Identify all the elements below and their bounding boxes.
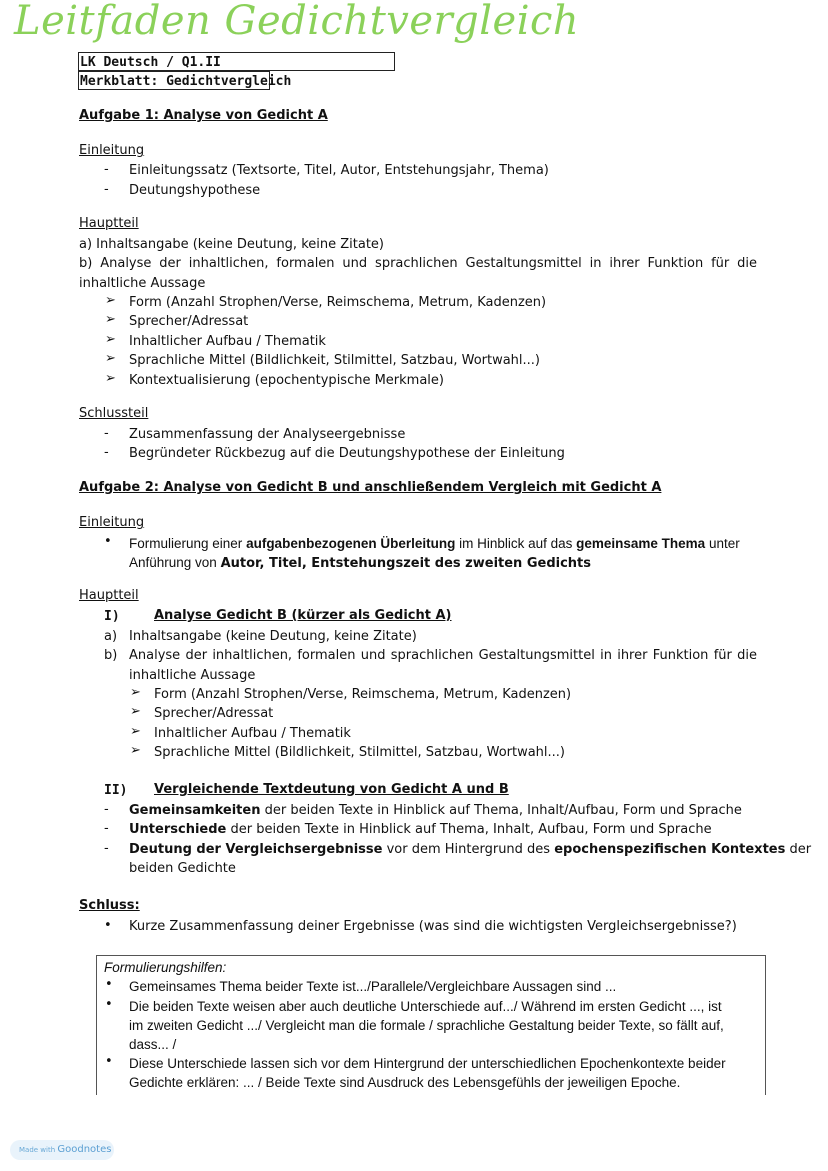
arrow-bullet-icon: ➢ [130, 743, 141, 758]
item-a-text: Inhaltsangabe (keine Deutung, keine Zitate) [129, 629, 417, 644]
arrow-bullet-icon: ➢ [105, 293, 116, 308]
bullet-icon: • [104, 534, 112, 549]
course-label: LK Deutsch / Q1.II [78, 52, 395, 71]
dash-marker: - [104, 182, 109, 197]
task2-intro-line1: Formulierung einer aufgabenbezogenen Überleitung im Hinblick auf das gemeinsame Thema unter [129, 536, 740, 551]
list-item: Sprachliche Mittel (Bildlichkeit, Stilmittel, Satzbau, Wortwahl...) [154, 745, 566, 760]
hint-item-cont: dass... / [129, 1037, 177, 1052]
item-b-label: b) [104, 648, 118, 663]
list-item: Deutungshypothese [129, 183, 261, 198]
made-with-goodnotes-badge: Made with Goodnotes [10, 1140, 114, 1160]
part2-number: II) [104, 783, 128, 798]
task1-intro-heading: Einleitung [79, 143, 145, 158]
compare-item: Deutung der Vergleichsergebnisse vor dem Hintergrund des epochenspezifischen Kontextes der [129, 842, 812, 857]
list-item: Form (Anzahl Strophen/Verse, Reimschema, Metrum, Kadenzen) [129, 295, 547, 310]
compare-item: Unterschiede der beiden Texte in Hinblick auf Thema, Inhalt, Aufbau, Form und Sprache [129, 822, 712, 837]
task2-main-heading: Hauptteil [79, 588, 139, 603]
dash-marker: - [104, 162, 109, 177]
hints-title: Formulierungshilfen: [104, 960, 227, 975]
item-b-line2: inhaltliche Aussage [129, 668, 256, 683]
hint-item: Die beiden Texte weisen aber auch deutliche Unterschiede auf.../ Während im ersten Gedicht ..., ist [129, 999, 722, 1014]
list-item: Sprecher/Adressat [129, 314, 249, 329]
part2-title: Vergleichende Textdeutung von Gedicht A und B [154, 782, 509, 797]
item-a-label: a) [104, 629, 118, 644]
arrow-bullet-icon: ➢ [105, 332, 116, 347]
list-item: Form (Anzahl Strophen/Verse, Reimschema, Metrum, Kadenzen) [154, 687, 572, 702]
task2-intro-heading: Einleitung [79, 515, 145, 530]
bullet-icon: • [105, 1054, 113, 1069]
arrow-bullet-icon: ➢ [130, 724, 141, 739]
compare-item: Gemeinsamkeiten der beiden Texte in Hinblick auf Thema, Inhalt/Aufbau, Form und Sprache [129, 803, 742, 818]
task1-main-b-line1: b) Analyse der inhaltlichen, formalen und sprachlichen Gestaltungsmittel in ihrer Funktion für die [79, 256, 757, 271]
bullet-icon: • [105, 997, 113, 1012]
hint-item: Gemeinsames Thema beider Texte ist.../Parallele/Vergleichbare Aussagen sind ... [129, 979, 617, 994]
dash-marker: - [104, 426, 109, 441]
arrow-bullet-icon: ➢ [105, 351, 116, 366]
task1-main-b-line2: inhaltliche Aussage [79, 276, 206, 291]
task1-main-a: a) Inhaltsangabe (keine Deutung, keine Zitate) [79, 237, 384, 252]
list-item: Sprecher/Adressat [154, 706, 274, 721]
dash-marker: - [104, 841, 109, 856]
compare-item-cont: beiden Gedichte [129, 861, 236, 876]
hint-item-cont: Gedichte erklären: ... / Beide Texte sind Ausdruck des Lebensgefühls der jeweiligen Epoche. [129, 1075, 681, 1090]
dash-marker: - [104, 445, 109, 460]
task1-end-heading: Schlussteil [79, 406, 149, 421]
task1-main-heading: Hauptteil [79, 216, 139, 231]
bullet-icon: • [104, 918, 112, 933]
arrow-bullet-icon: ➢ [130, 704, 141, 719]
task2-intro-line2: Anführung von Autor, Titel, Entstehungszeit des zweiten Gedichts [129, 555, 591, 571]
item-b-line1: Analyse der inhaltlichen, formalen und sprachlichen Gestaltungsmittel in ihrer Funktion für die [129, 648, 757, 663]
arrow-bullet-icon: ➢ [105, 312, 116, 327]
hint-item: Diese Unterschiede lassen sich vor dem Hintergrund der unterschiedlichen Epochenkontexte beider [129, 1056, 726, 1071]
list-item: Einleitungssatz (Textsorte, Titel, Autor, Entstehungsjahr, Thema) [129, 163, 549, 178]
sheet-title: Merkblatt: Gedichtvergleich [78, 71, 270, 90]
task1-heading: Aufgabe 1: Analyse von Gedicht A [79, 108, 328, 123]
list-item: Sprachliche Mittel (Bildlichkeit, Stilmittel, Satzbau, Wortwahl...) [129, 353, 541, 368]
list-item: Kontextualisierung (epochentypische Merkmale) [129, 373, 444, 388]
hint-item-cont: im zweiten Gedicht .../ Vergleicht man die formale / sprachliche Gestaltung beider Texte, so fällt auf, [129, 1018, 724, 1033]
part1-title: Analyse Gedicht B (kürzer als Gedicht A) [154, 608, 452, 623]
dash-marker: - [104, 821, 109, 836]
list-item: Kurze Zusammenfassung deiner Ergebnisse (was sind die wichtigsten Vergleichsergebnisse?) [129, 919, 737, 934]
list-item: Begründeter Rückbezug auf die Deutungshypothese der Einleitung [129, 446, 565, 461]
task2-heading: Aufgabe 2: Analyse von Gedicht B und anschließendem Vergleich mit Gedicht A [79, 480, 662, 495]
bullet-icon: • [105, 977, 113, 992]
list-item: Zusammenfassung der Analyseergebnisse [129, 427, 406, 442]
list-item: Inhaltlicher Aufbau / Thematik [154, 726, 351, 741]
arrow-bullet-icon: ➢ [130, 685, 141, 700]
handwritten-title: Leitfaden Gedichtvergleich [14, 0, 580, 44]
task2-end-heading: Schluss: [79, 898, 140, 913]
arrow-bullet-icon: ➢ [105, 371, 116, 386]
part1-number: I) [104, 609, 120, 624]
list-item: Inhaltlicher Aufbau / Thematik [129, 334, 326, 349]
dash-marker: - [104, 802, 109, 817]
